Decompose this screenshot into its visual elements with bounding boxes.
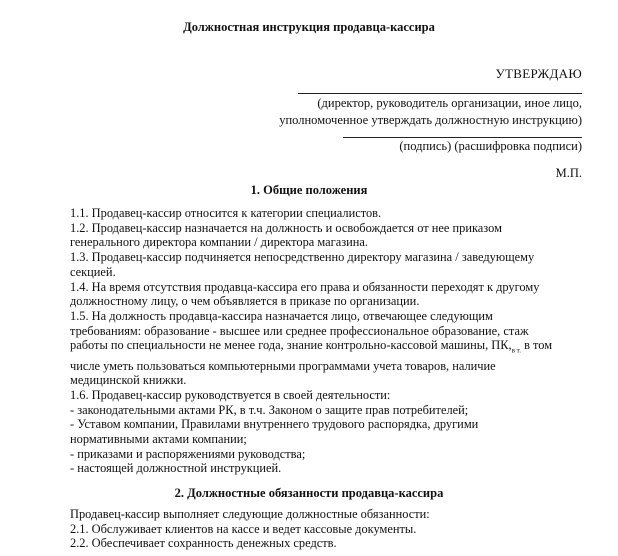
section-1-line: 1.3. Продавец-кассир подчиняется непосредственно директору магазина / заведующему	[70, 250, 535, 265]
approver-signature-line	[298, 93, 582, 94]
section-2-line: 2.2. Обеспечивает сохранность денежных средств.	[70, 536, 337, 551]
section-1-line: 1.5. На должность продавца-кассира назначается лицо, отвечающее следующим	[70, 308, 493, 323]
section-1-line: числе уметь пользоваться компьютерными программами учета товаров, наличие	[70, 358, 496, 373]
stamp-place: М.П.	[555, 166, 582, 180]
section-1-title: 1. Общие положения	[250, 183, 368, 197]
section-1-line-text: работы по специальности не менее года, знание контрольно-кассовой машины, ПК,	[70, 338, 512, 353]
section-2-body	[70, 507, 590, 551]
section-1-line: 1.2. Продавец-кассир назначается на должность и освобождается от нее приказом	[70, 220, 502, 235]
section-1-body	[70, 206, 590, 476]
approval-heading: УТВЕРЖДАЮ	[495, 66, 582, 81]
section-2-title: 2. Должностные обязанности продавца-кассира	[174, 486, 444, 500]
approver-note-line-1: (директор, руководитель организации, иное лицо,	[317, 96, 582, 110]
approver-note-line-2: уполномоченное утверждать должностную инструкцию)	[279, 113, 582, 127]
section-1-line: - приказами и распоряжениями руководства;	[70, 446, 306, 461]
section-1-line-with-sub	[70, 338, 590, 358]
section-1-line: - настоящей должностной инструкцией.	[70, 461, 282, 476]
section-1-line: требованиям: образование - высшее или среднее профессиональное образование, стаж	[70, 323, 529, 338]
section-1-line: 1.1. Продавец-кассир относится к категории специалистов.	[70, 206, 382, 220]
section-1-line: - законодательными актами РК, в т.ч. Законом о защите прав потребителей;	[70, 402, 469, 417]
section-1-line: должностному лицу, о чем объявляется в приказе по организации.	[70, 294, 420, 309]
section-1-line: нормативными актами компании;	[70, 432, 247, 447]
section-1-line: генерального директора компании / директора магазина.	[70, 235, 368, 250]
section-2-line: 2.1. Обслуживает клиентов на кассе и ведет кассовые документы.	[70, 521, 417, 536]
section-1-line: 1.6. Продавец-кассир руководствуется в своей деятельности:	[70, 387, 391, 402]
signature-note: (подпись) (расшифровка подписи)	[399, 139, 582, 153]
section-1-line: секцией.	[70, 264, 116, 279]
section-1-line: - Уставом компании, Правилами внутреннего трудового распорядка, другими	[70, 417, 479, 432]
signature-line	[343, 137, 582, 138]
document-title: Должностная инструкция продавца-кассира	[183, 20, 435, 34]
subscript-note: в т.	[511, 346, 521, 355]
section-1-line: 1.4. На время отсутствия продавца-кассира его права и обязанности переходят к другому	[70, 279, 540, 294]
section-2-line: Продавец-кассир выполняет следующие должностные обязанности:	[70, 507, 430, 521]
section-1-line: медицинской книжки.	[70, 373, 187, 388]
section-1-line-suffix: в том	[524, 338, 553, 353]
approver-note	[252, 95, 582, 129]
